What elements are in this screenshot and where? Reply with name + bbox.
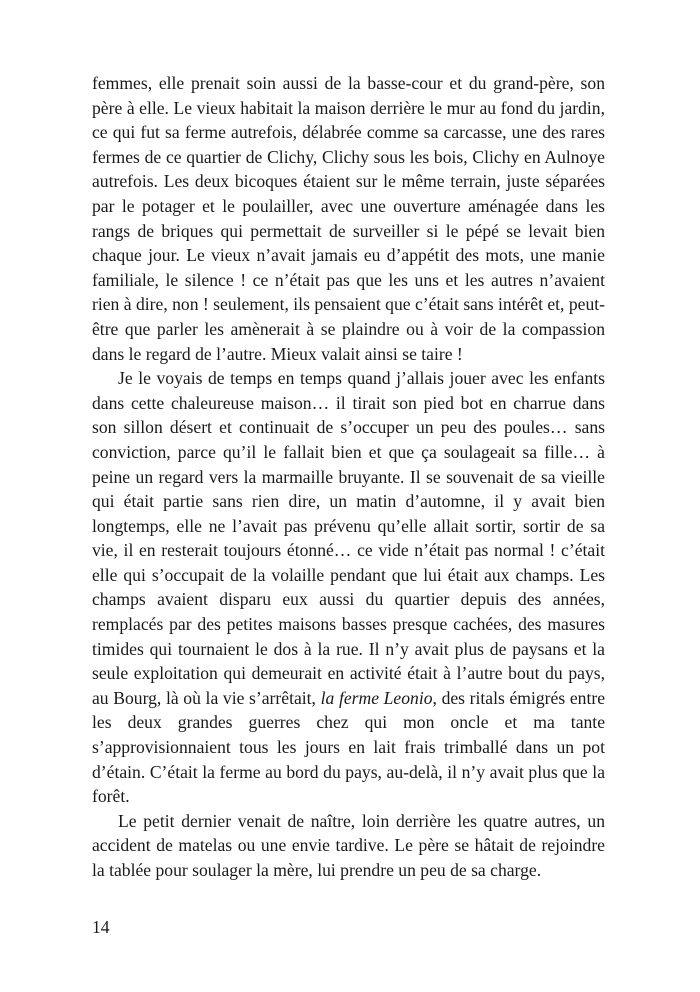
paragraph-2 [92,366,605,809]
paragraph-3: Le petit dernier venait de naître, loin derrière les quatre autres, un accident de matelas ou une envie tardive. Le père se hâtait de rejoindre la tablée pour soulager la mère, lui prendre un peu de sa charge. [92,810,605,880]
paragraph-2-text-before: Je le voyais de temps en temps quand j’allais jouer avec les enfants dans cette chaleureuse maison… il tirait son pied bot en charrue dans son sillon désert et continuait de s’occuper un peu des poules… sans conviction, parce qu’il le fallait bien et que ça soulageait sa fille… à peine un regard vers la marmaille bruyante. Il se souvenait de sa vieille qui était partie sans rien dire, un matin d’automne, il y avait bien longtemps, elle ne l’avait pas prévenu qu’elle allait sortir, sortir de sa vie, il en resterait toujours étonné… ce vide n’était pas normal ! c’était elle qui s’occupait de la volaille pendant que lui était aux champs. Les champs avaient disparu eux aussi du quartier depuis des années, remplacés par des petites maisons basses presque cachées, des masures timides qui tournaient le dos à la rue. Il n’y avait plus de paysans et la seule exploitation qui demeurait en activité était à l’autre bout du pays, au Bourg, là où la vie s’arrêtait, [92,368,605,708]
page-number: 14 [92,917,110,937]
body-text [92,71,605,883]
paragraph-1: femmes, elle prenait soin aussi de la basse-cour et du grand-père, son père à elle. Le vieux habitait la maison derrière le mur au fond du jardin, ce qui fut sa ferme autrefois, délabrée comme sa carcasse, une des rares fermes de ce quartier de Clichy, Clichy sous les bois, Clichy en Aulnoye autrefois. Les deux bicoques étaient sur le même terrain, juste séparées par le potager et le poulailler, avec une ouverture aménagée dans les rangs de briques qui permettait de surveiller si le pépé se levait bien chaque jour. Le vieux n’avait jamais eu d’appétit des mots, une manie familiale, le silence ! ce n’était pas que les uns et les autres n’avaient rien à dire, non ! seulement, ils pensaient que c’était sans intérêt et, peut-être que parler les amènerait à se plaindre ou à voir de la compassion dans le regard de l’autre. Mieux valait ainsi se taire ! [92,73,605,364]
paragraph-2-text-after: , des ritals émigrés entre les deux grandes guerres chez qui mon oncle et ma tante s’approvisionnaient tous les jours en lait frais trimballé dans un pot d’étain. C’était la ferme au bord du pays, au-delà, il n’y avait plus que la forêt. [92,687,606,807]
farm-name-italic: la ferme Leonio [320,687,433,708]
